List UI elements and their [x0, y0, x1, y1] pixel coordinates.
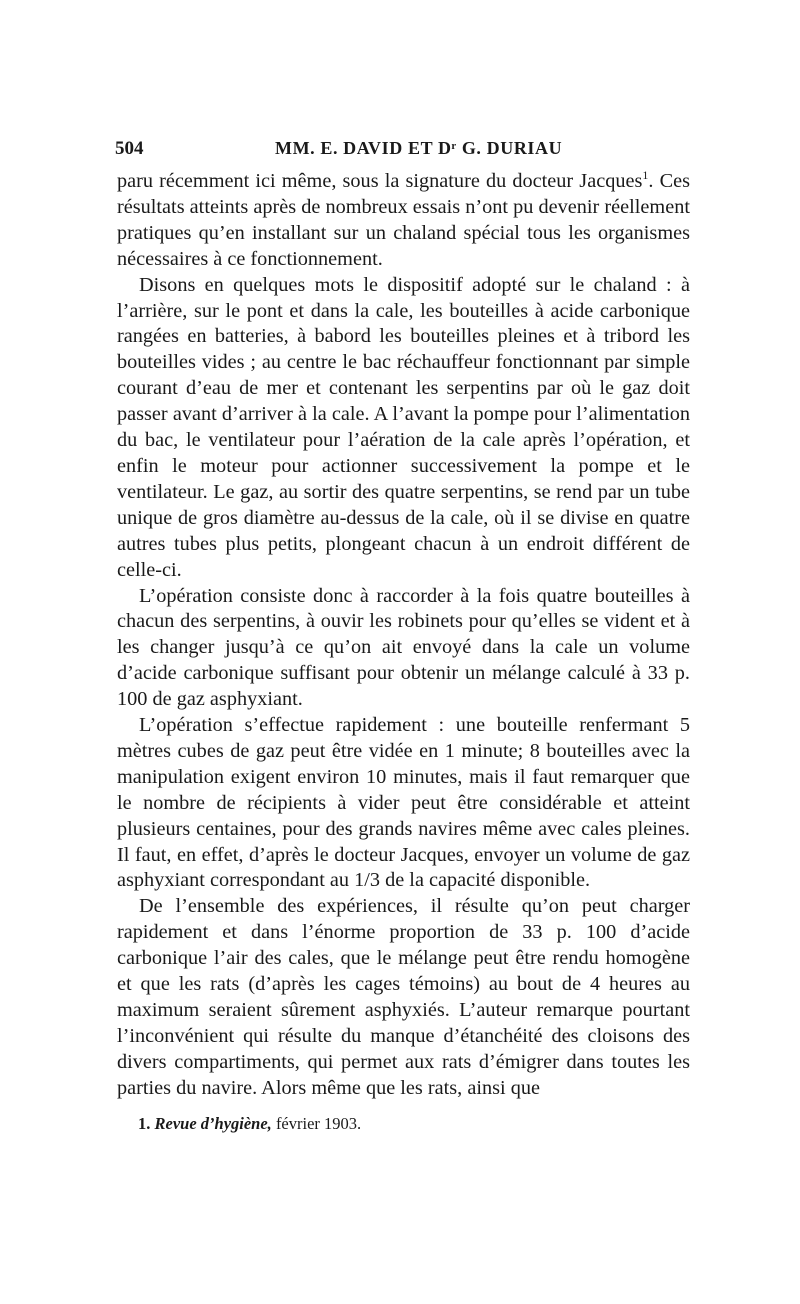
footnote	[138, 1114, 678, 1134]
paragraph: L’opération s’effectue rapidement : une bouteille renfermant 5 mètres cubes de gaz peut être vidée en 1 minute; 8 bouteilles avec la manipulation exigent environ 10 minutes, mais il faut remarquer que le nombre de récipients à vider peut être considérable et atteint plusieurs centaines, pour des grands navires même avec cales pleines. Il faut, en effet, d’après le docteur Jacques, envoyer un volume de gaz asphyxiant correspondant au 1/3 de la capacité disponible.	[117, 714, 690, 892]
footnote-date: février 1903.	[275, 1114, 362, 1133]
page-number: 504	[115, 138, 144, 159]
paragraph: De l’ensemble des expériences, il résulte qu’on peut charger rapidement et dans l’énorme proportion de 33 p. 100 d’acide carbonique l’air des cales, que le mélange peut être rendu homogène et que les rats (d’après les cages témoins) au bout de 4 heures au maximum seraient sûrement asphyxiés. L’auteur remarque pourtant l’inconvénient qui résulte du manque d’étanchéité des cloisons des divers compartiments, qui permet aux rats d’émigrer dans toutes les parties du navire. Alors même que les rats, ainsi que	[117, 895, 690, 1099]
paragraph-text: paru récemment ici même, sous la signature du docteur Jacques	[117, 170, 643, 192]
running-head	[115, 138, 688, 166]
footnote-ref: 1	[642, 168, 649, 182]
paragraph	[117, 169, 690, 273]
body-text	[117, 169, 690, 1102]
footnote-source: Revue d’hygiène,	[154, 1114, 272, 1133]
footnote-number: 1.	[138, 1114, 151, 1133]
running-title: MM. E. DAVID ET Dʳ G. DURIAU	[275, 138, 563, 158]
paragraph: L’opération consiste donc à raccorder à la fois quatre bouteilles à chacun des serpentins, à ouvir les robinets pour qu’elles se vident et à les changer jusqu’à ce qu’on ait envoyé dans la cale un volume d’acide carbonique suffisant pour obtenir un mélange calculé à 33 p. 100 de gaz asphyxiant.	[117, 584, 690, 711]
paragraph: Disons en quelques mots le dispositif adopté sur le chaland : à l’arrière, sur le pont et dans la cale, les bouteilles à acide carbonique rangées en batteries, à babord les bouteilles pleines et à tribord les bouteilles vides ; au centre le bac réchauffeur fonctionnant par simple courant d’eau de mer et contenant les serpentins par où le gaz doit passer avant d’arriver à la cale. A l’avant la pompe pour l’alimentation du bac, le ventilateur pour l’aération de la cale après l’opération, et enfin le moteur pour actionner successivement la pompe et le ventilateur. Le gaz, au sortir des quatre serpentins, se rend par un tube unique de gros diamètre au-dessus de la cale, où il se divise en quatre autres tubes plus petits, plongeant chacun à un endroit différent de celle-ci.	[117, 273, 690, 581]
paragraph-text: . Ces résultats atteints après de nombreux essais n’ont pu devenir réellement pratiques qu’en installant sur un chaland spécial tous les organismes nécessaires à ce fonctionnement.	[117, 170, 690, 270]
